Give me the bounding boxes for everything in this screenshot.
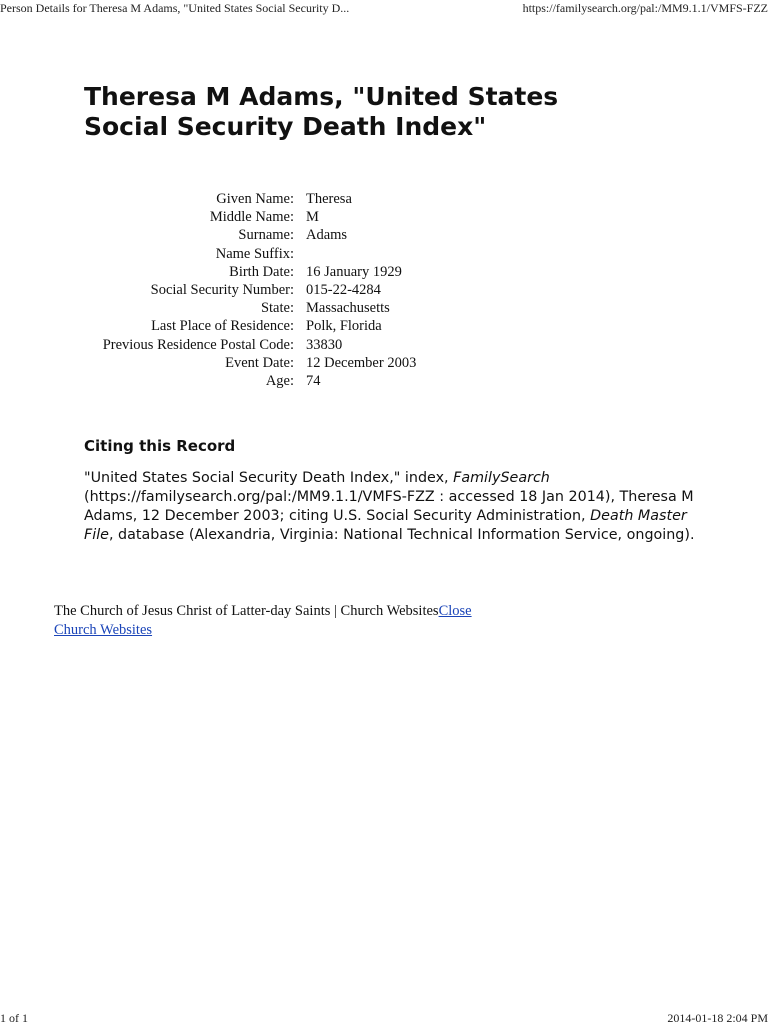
church-footer-text: The Church of Jesus Christ of Latter-day Saints | Church Websites [54,603,439,619]
detail-row [84,299,416,317]
detail-label: Event Date: [225,354,294,371]
citation-text [84,469,704,545]
detail-label: Last Place of Residence: [151,318,294,335]
detail-row [84,190,416,208]
detail-value [306,245,416,263]
detail-label: Previous Residence Postal Code: [102,336,294,353]
detail-value: Adams [306,227,348,244]
detail-row [84,281,416,299]
person-details-table [84,190,416,390]
print-timestamp: 2014-01-18 2:04 PM [667,1011,768,1025]
detail-value: Polk, Florida [306,318,382,335]
detail-value: 74 [306,373,321,390]
citation-italic-familysearch: FamilySearch [453,470,550,486]
detail-label: State: [260,300,294,317]
detail-label: Surname: [238,227,294,244]
detail-value: 16 January 1929 [306,263,402,280]
detail-label: Age: [265,373,294,390]
detail-label: Given Name: [216,191,294,207]
detail-row [84,245,416,263]
detail-label: Social Security Number: [150,282,294,299]
citation-part-3: , database (Alexandria, Virginia: National Technical Information Service, ongoing). [108,527,695,543]
detail-label: Birth Date: [229,263,294,280]
detail-row [84,336,416,354]
detail-label: Name Suffix: [215,245,294,262]
detail-row [84,372,416,390]
print-header-url: https://familysearch.org/pal:/MM9.1.1/VMFS-FZZ [522,1,768,15]
church-websites-link[interactable]: Church Websites [54,622,153,638]
print-page-number: 1 of 1 [0,1011,28,1025]
citation-italic-death-master-file: Death Master File [84,508,687,543]
detail-value: Massachusetts [306,300,390,317]
page-title: Theresa M Adams, "United States Social Security Death Index" [84,82,559,141]
print-header-title: Person Details for Theresa M Adams, "United States Social Security D... [0,1,350,15]
detail-value: Theresa [306,191,352,207]
detail-value: 015-22-4284 [306,282,381,299]
church-footer [54,602,534,640]
detail-row [84,226,416,244]
detail-value: 33830 [306,336,343,353]
close-link[interactable]: Close [438,603,472,619]
detail-label: Middle Name: [209,209,294,226]
detail-row [84,263,416,281]
citation-part-2: (https://familysearch.org/pal:/MM9.1.1/VMFS-FZZ : accessed 18 Jan 2014), Theresa M Adams, 12 December 2003; citing U.S. Social Security Administration, [84,489,694,524]
citing-heading: Citing this Record [84,437,236,455]
detail-value: M [306,209,319,226]
citation-part-1: "United States Social Security Death Index," index, [84,470,454,486]
detail-row [84,317,416,335]
detail-row [84,354,416,372]
detail-value: 12 December 2003 [306,354,417,371]
detail-row [84,208,416,226]
